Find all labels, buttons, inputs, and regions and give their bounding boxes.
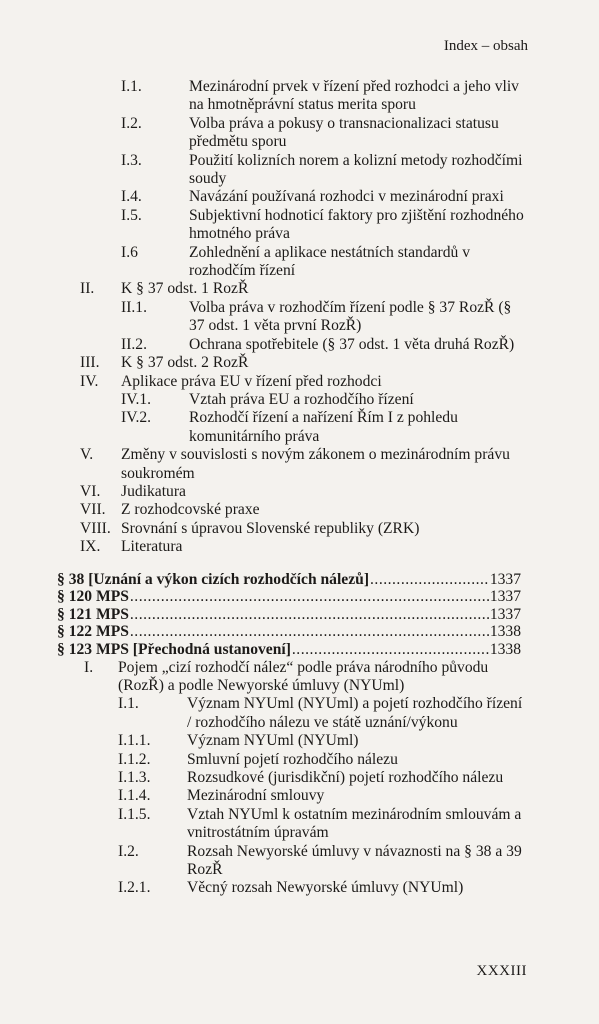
toc-item	[0, 751, 599, 769]
toc-item-title: Subjektivní hodnoticí faktory pro zjištění rozhodného hmotného práva	[189, 206, 524, 243]
toc-item-title: Vztah práva EU a rozhodčího řízení	[189, 390, 414, 408]
section-label: § 38 [Uznání a výkon cizích rozhodčích nálezů]	[57, 570, 370, 588]
section-page-number: 1337	[489, 570, 521, 588]
toc-item-number: I.	[84, 658, 94, 676]
toc-item-title: Vztah NYUml k ostatním mezinárodním smlouvám a vnitrostátním úpravám	[187, 805, 522, 842]
page-number: XXXIII	[476, 963, 527, 979]
dot-leader	[130, 623, 489, 641]
toc-item-title: Mezinárodní prvek v řízení před rozhodci a jeho vliv na hmotněprávní status merita sporu	[189, 78, 519, 114]
toc-item-title: Význam NYUml (NYUml) a pojetí rozhodčího řízení / rozhodčího nálezu ve státě uznání/výkonu	[187, 695, 523, 731]
toc-item-title: Aplikace práva EU v řízení před rozhodci	[121, 372, 382, 390]
toc-item-number: I.1.2.	[118, 750, 151, 768]
toc-item	[0, 391, 599, 409]
dot-leader	[130, 606, 489, 624]
toc-item-title: K § 37 odst. 1 RozŘ	[121, 280, 249, 298]
toc-item-number: I.1.1.	[118, 732, 151, 750]
toc-section-entry	[57, 623, 521, 641]
toc-section-entry	[57, 571, 521, 589]
toc-section-entry	[57, 606, 521, 624]
toc-item	[0, 299, 599, 336]
toc-item	[0, 843, 599, 880]
toc-item-number: I.4.	[121, 188, 142, 206]
toc-item-number: VI.	[80, 482, 101, 500]
section-label: § 122 MPS	[57, 623, 129, 641]
section-page-number: 1337	[489, 588, 521, 606]
toc-item-number: I.5.	[121, 206, 142, 224]
toc-item	[0, 409, 599, 446]
toc-item-number: I.1.	[118, 695, 139, 713]
toc-item-title: Použití kolizních norem a kolizní metody rozhodčími soudy	[189, 151, 523, 188]
toc-item-number: III.	[80, 354, 100, 372]
toc-item-title: Judikatura	[121, 482, 186, 500]
running-header: Index – obsah	[443, 38, 528, 54]
toc-item-title: Volba práva a pokusy o transnacionalizaci statusu předmětu sporu	[189, 114, 499, 151]
dot-leader	[130, 588, 489, 606]
toc-item	[0, 659, 599, 696]
toc-item	[0, 152, 599, 189]
toc-item-number: VII.	[80, 501, 106, 519]
toc-item-number: I.1.5.	[118, 805, 151, 823]
toc-item-number: IV.2.	[121, 409, 152, 427]
toc-item	[0, 806, 599, 843]
toc-item-number: IX.	[80, 538, 101, 556]
table-of-contents	[0, 78, 599, 898]
toc-item	[0, 207, 599, 244]
dot-leader	[370, 571, 489, 589]
toc-item-title: Volba práva v rozhodčím řízení podle § 37 RozŘ (§ 37 odst. 1 věta první RozŘ)	[189, 298, 512, 335]
toc-item-title: Ochrana spotřebitele (§ 37 odst. 1 věta druhá RozŘ)	[189, 335, 515, 353]
toc-item-title: Pojem „cizí rozhodčí nález“ podle práva národního původu (RozŘ) a podle Newyorské úmluvy (NYUml)	[118, 658, 489, 694]
toc-item-number: II.1.	[121, 298, 147, 316]
toc-item-title: Rozsudkové (jurisdikční) pojetí rozhodčího nálezu	[187, 768, 504, 786]
toc-item	[0, 695, 599, 732]
section-page-number: 1338	[489, 623, 521, 641]
toc-block-two	[0, 659, 599, 898]
toc-item-number: I.2.1.	[118, 879, 151, 897]
toc-item	[0, 787, 599, 805]
toc-item-title: Smluvní pojetí rozhodčího nálezu	[187, 750, 398, 768]
section-page-number: 1338	[489, 640, 521, 658]
toc-item	[0, 538, 599, 556]
toc-item-number: V.	[80, 446, 94, 464]
toc-section-entry	[57, 641, 521, 659]
toc-item-number: I.1.3.	[118, 768, 151, 786]
toc-item	[0, 354, 599, 372]
toc-item	[0, 732, 599, 750]
section-page-number: 1337	[489, 605, 521, 623]
toc-item-title: Změny v souvislosti s novým zákonem o mezinárodním právu soukromém	[121, 446, 510, 482]
section-label: § 123 MPS [Přechodná ustanovení]	[57, 640, 291, 658]
toc-item	[0, 78, 599, 115]
toc-item	[0, 446, 599, 483]
toc-item-number: I.6	[121, 243, 138, 261]
toc-item-title: Literatura	[121, 538, 183, 556]
toc-item-title: K § 37 odst. 2 RozŘ	[121, 354, 249, 372]
toc-item	[0, 501, 599, 519]
toc-item-title: Zohlednění a aplikace nestátních standardů v rozhodčím řízení	[189, 243, 471, 280]
toc-item-number: IV.1.	[121, 390, 152, 408]
toc-item-title: Navázání používaná rozhodci v mezinárodní praxi	[189, 188, 504, 206]
toc-item	[0, 280, 599, 298]
toc-item-title: Mezinárodní smlouvy	[187, 787, 325, 805]
dot-leader	[292, 641, 489, 659]
section-label: § 121 MPS	[57, 605, 129, 623]
toc-item-number: I.2.	[121, 114, 142, 132]
toc-item	[0, 188, 599, 206]
toc-item-number: IV.	[80, 372, 99, 390]
toc-item-number: I.3.	[121, 151, 142, 169]
toc-item-title: Význam NYUml (NYUml)	[187, 732, 359, 750]
toc-item-title: Věcný rozsah Newyorské úmluvy (NYUml)	[187, 879, 464, 897]
toc-item-number: I.1.4.	[118, 787, 151, 805]
section-label: § 120 MPS	[57, 588, 129, 606]
toc-item	[0, 336, 599, 354]
toc-item	[0, 483, 599, 501]
toc-section-entries	[0, 571, 599, 659]
toc-item-title: Z rozhodcovské praxe	[121, 501, 260, 519]
toc-item-title: Srovnání s úpravou Slovenské republiky (ZRK)	[121, 519, 420, 537]
toc-item	[0, 769, 599, 787]
toc-item-number: II.	[80, 280, 95, 298]
toc-item	[0, 115, 599, 152]
toc-item-title: Rozsah Newyorské úmluvy v návaznosti na § 38 a 39 RozŘ	[187, 842, 522, 878]
toc-item	[0, 373, 599, 391]
toc-block-one	[0, 78, 599, 557]
toc-item-number: I.1.	[121, 78, 142, 95]
toc-item-number: II.2.	[121, 335, 147, 353]
toc-item-number: VIII.	[80, 519, 111, 537]
toc-section-entry	[57, 588, 521, 606]
toc-item	[0, 520, 599, 538]
toc-item	[0, 244, 599, 281]
toc-item-number: I.2.	[118, 842, 139, 860]
toc-item	[0, 879, 599, 897]
toc-item-title: Rozhodčí řízení a nařízení Řím I z pohledu komunitárního práva	[189, 409, 458, 445]
